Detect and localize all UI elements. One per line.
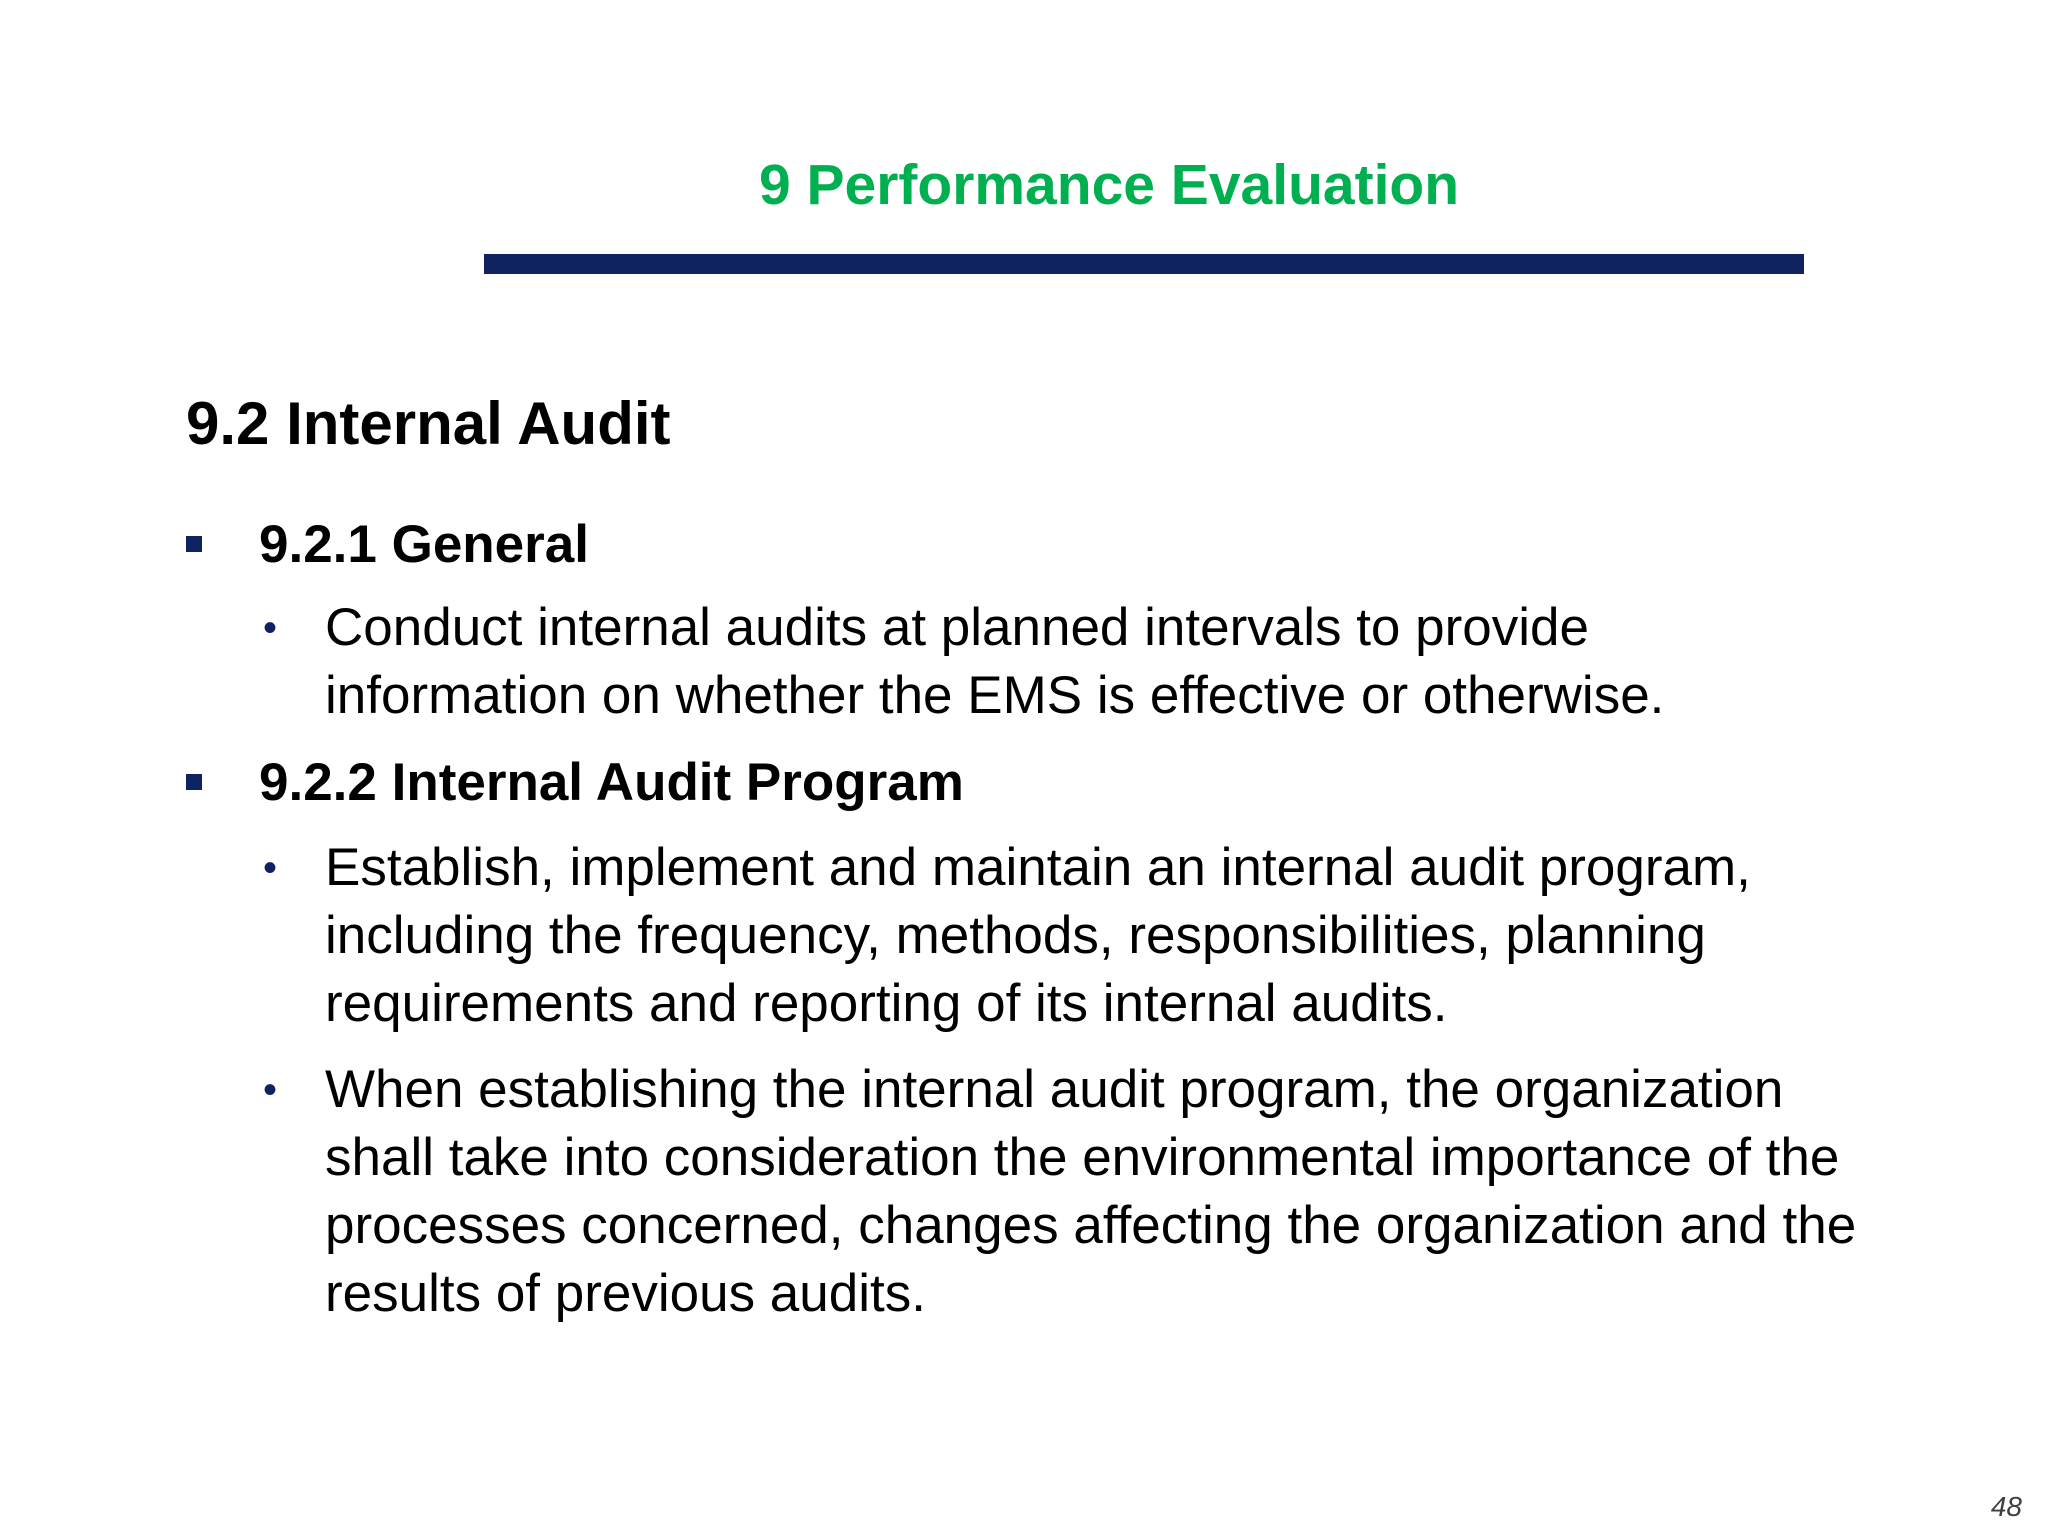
slide-title: 9 Performance Evaluation xyxy=(758,153,1460,217)
round-bullet-icon: • xyxy=(263,1068,278,1112)
page-number: 48 xyxy=(1990,1491,2022,1522)
round-bullet-icon: • xyxy=(263,846,278,890)
bullet-text-line: results of previous audits. xyxy=(325,1264,926,1323)
section-heading: 9.2 Internal Audit xyxy=(186,390,671,457)
subsection-heading-label: 9.2.1 General xyxy=(259,515,589,574)
bullet-text-line: information on whether the EMS is effective or otherwise. xyxy=(325,666,1665,725)
subsection-heading-label: 9.2.2 Internal Audit Program xyxy=(259,753,964,812)
bullet-text-line: requirements and reporting of its internal audits. xyxy=(325,974,1448,1033)
bullet-text-line: Conduct internal audits at planned intervals to provide xyxy=(325,598,1589,657)
bullet-text-line: including the frequency, methods, responsibilities, planning xyxy=(325,906,1706,965)
bullet-text-line: When establishing the internal audit program, the organization xyxy=(325,1060,1784,1119)
bullet-text-line: shall take into consideration the environmental importance of the xyxy=(325,1128,1840,1187)
square-bullet-icon xyxy=(186,774,202,790)
bullet-text-line: Establish, implement and maintain an internal audit program, xyxy=(325,838,1751,897)
bullet-text-line: processes concerned, changes affecting the organization and the xyxy=(325,1196,1857,1255)
title-underline-bar xyxy=(484,254,1804,274)
square-bullet-icon xyxy=(186,536,202,552)
round-bullet-icon: • xyxy=(263,606,278,650)
